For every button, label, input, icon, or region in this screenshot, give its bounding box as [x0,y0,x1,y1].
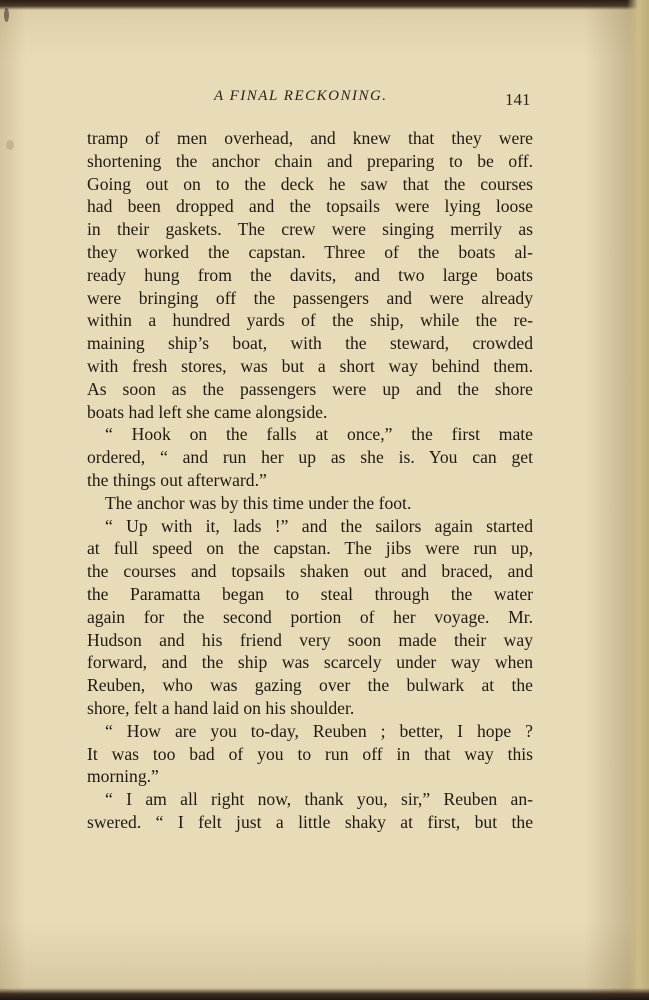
text-line: As soon as the passengers were up and the shore [87,378,533,399]
text-line: “ I am all right now, thank you, sir,” Reuben an- [105,789,533,810]
text-line: The anchor was by this time under the foot. [105,492,412,513]
paper-stain [4,8,9,22]
text-line: “ How are you to-day, Reuben ; better, I hope ? [105,720,533,741]
text-line: again for the second portion of her voyage. Mr. [87,606,533,627]
paper-stain [6,140,14,150]
page-top-edge [0,0,649,10]
page-number: 141 [505,90,531,109]
text-line: the Paramatta began to steal through the water [87,583,533,604]
running-head [0,88,649,112]
text-line: at full speed on the capstan. The jibs were run up, [87,538,533,559]
page-right-edge [627,0,649,1000]
text-line: with fresh stores, was but a short way behind them. [87,355,533,376]
text-line: ready hung from the davits, and two large boats [87,264,533,285]
page-bottom-edge [0,988,649,1000]
text-line: within a hundred yards of the ship, while the re- [87,310,533,331]
running-title: A FINAL RECKONING. [214,88,388,104]
text-line: boats had left she came alongside. [87,401,328,422]
text-line: shortening the anchor chain and preparing to be off. [87,150,533,171]
text-line: the things out afterward.” [87,469,267,490]
text-line: had been dropped and the topsails were lying loose [87,196,533,217]
text-line: they worked the capstan. Three of the boats al- [87,241,533,262]
text-line: Going out on to the deck he saw that the courses [87,173,533,194]
text-line: morning.” [87,766,159,787]
text-line: shore, felt a hand laid on his shoulder. [87,697,355,718]
text-line: in their gaskets. The crew were singing merrily as [87,219,533,240]
text-line: swered. “ I felt just a little shaky at first, but the [87,811,533,832]
text-line: ordered, “ and run her up as she is. You can get [87,447,533,468]
text-line: the courses and topsails shaken out and braced, and [87,561,533,582]
body-text [87,127,533,834]
text-line: Reuben, who was gazing over the bulwark at the [87,675,533,696]
text-line: Hudson and his friend very soon made their way [87,629,533,650]
text-line: forward, and the ship was scarcely under way when [87,652,533,673]
text-line: “ Hook on the falls at once,” the first mate [105,424,533,445]
text-line: maining ship’s boat, with the steward, crowded [87,333,533,354]
text-line: were bringing off the passengers and were already [87,287,533,308]
text-line: It was too bad of you to run off in that way this [87,743,533,764]
text-line: tramp of men overhead, and knew that they were [87,128,533,148]
text-line: “ Up with it, lads !” and the sailors again started [105,515,533,536]
